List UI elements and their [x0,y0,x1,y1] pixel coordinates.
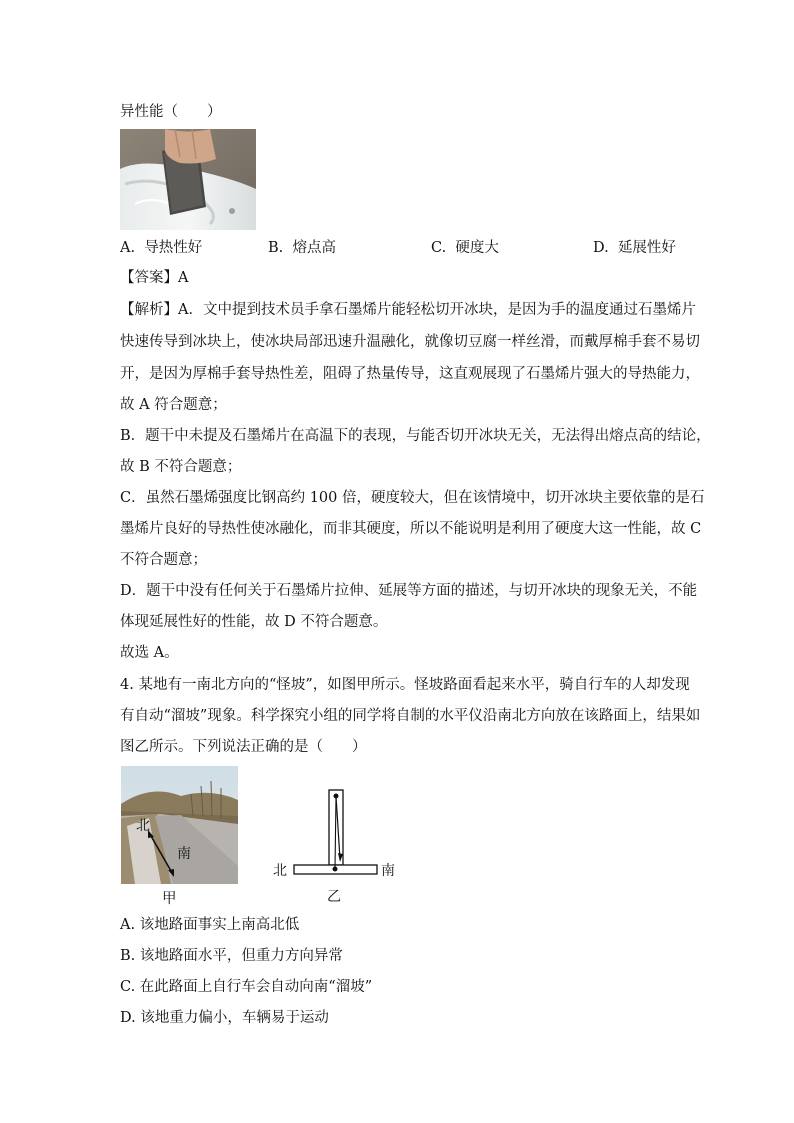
figure-yi-caption: 乙 [327,889,341,905]
option-d: D. 延展性好 [593,240,676,256]
level-label-south: 南 [381,863,395,879]
level-diagram [265,783,405,908]
question-stem-tail: 异性能（ ） [120,104,222,120]
question4-stem-line: 4. 某地有一南北方向的“怪坡”，如图甲所示。怪坡路面看起来水平，骑自行车的人却发现 [120,677,690,693]
answer-label: 【答案】A [120,270,189,286]
analysis-line: 故选 A。 [120,645,179,661]
analysis-line: 故 B 不符合题意； [120,459,242,475]
road-photo-label-north: 北 [136,818,150,834]
option-b: B. 熔点高 [268,240,336,256]
analysis-line: 故 A 符合题意； [120,397,227,413]
road-photo-label-south: 南 [177,846,191,862]
option-a: A. 导热性好 [120,240,203,256]
analysis-line: 不符合题意； [120,552,207,568]
question4-stem-line: 图乙所示。下列说法正确的是（ ） [120,739,367,755]
q4-option-d: D. 该地重力偏小，车辆易于运动 [120,1010,329,1026]
analysis-line: 体现延展性好的性能，故 D 不符合题意。 [120,614,388,630]
analysis-line: D．题干中没有任何关于石墨烯片拉伸、延展等方面的描述，与切开冰块的现象无关，不能 [120,583,698,599]
analysis-line: 快速传导到冰块上，使冰块局部迅速升温融化，就像切豆腐一样丝滑，而戴厚棉手套不易切 [120,334,700,350]
road-photo [121,766,238,884]
analysis-line: B．题干中未提及石墨烯片在高温下的表现，与能否切开冰块无关，无法得出熔点高的结论， [120,428,711,444]
level-label-north: 北 [273,863,287,879]
q4-option-c: C. 在此路面上自行车会自动向南“溜坡” [120,979,373,995]
question4-stem-line: 有自动“溜坡”现象。科学探究小组的同学将自制的水平仪沿南北方向放在该路面上，结果如 [120,708,701,724]
q4-option-b: B. 该地路面水平，但重力方向异常 [120,948,343,964]
analysis-line: 开，是因为厚棉手套导热性差，阻碍了热量传导，这直观展现了石墨烯片强大的导热能力， [120,366,700,382]
analysis-line: 墨烯片良好的导热性使冰融化，而非其硬度，所以不能说明是利用了硬度大这一性能，故 C [120,521,702,537]
analysis-line: 【解析】A．文中提到技术员手拿石墨烯片能轻松切开冰块，是因为手的温度通过石墨烯片 [120,302,696,318]
analysis-line: C．虽然石墨烯强度比钢高约 100 倍，硬度较大，但在该情境中，切开冰块主要依靠的是石 [120,490,705,506]
option-c: C. 硬度大 [431,240,499,256]
q4-option-a: A. 该地路面事实上南高北低 [120,917,300,933]
figure-jia-caption: 甲 [162,891,177,907]
graphene-ice-photo [120,129,256,230]
